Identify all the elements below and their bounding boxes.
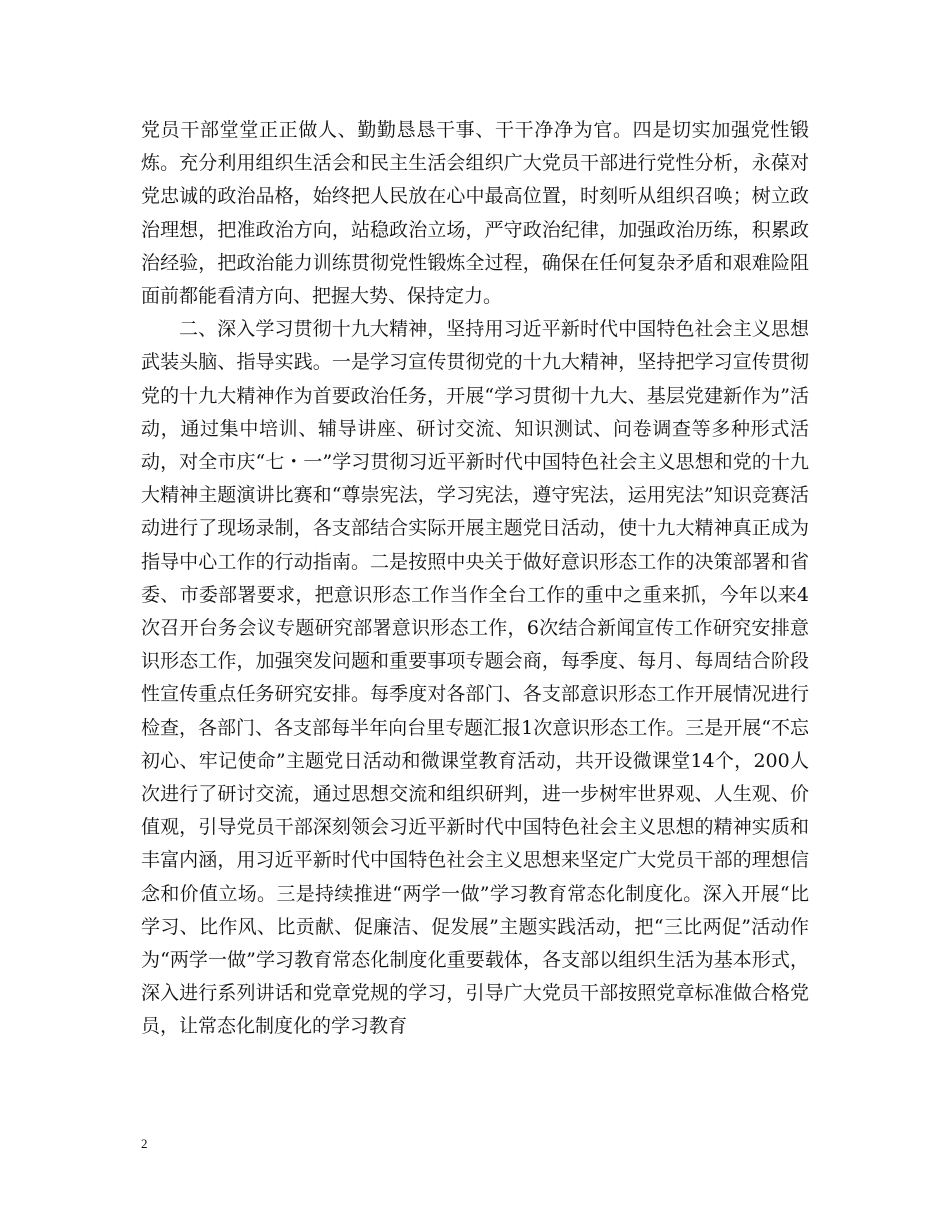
body-text [141, 114, 809, 1044]
paragraph-continuation: 党员干部堂堂正正做人、勤勤恳恳干事、干干净净为官。四是切实加强党性锻炼。充分利用组织生活会和民主生活会组织广大党员干部进行党性分析，永葆对党忠诚的政治品格，始终把人民放在心中最高位置，时刻听从组织召唤；树立政治理想，把准政治方向，站稳政治立场，严守政治纪律，加强政治历练，积累政治经验，把政治能力训练贯彻党性锻炼全过程，确保在任何复杂矛盾和艰难险阻面前都能看清方向、把握大势、保持定力。 [141, 119, 809, 308]
paragraph-section-two: 二、深入学习贯彻十九大精神，坚持用习近平新时代中国特色社会主义思想武装头脑、指导实践。一是学习宣传贯彻党的十九大精神，坚持把学习宣传贯彻党的十九大精神作为首要政治任务，开展“学习贯彻十九大、基层党建新作为”活动，通过集中培训、辅导讲座、研讨交流、知识测试、问卷调查等多种形式活动，对全市庆“七・一”学习贯彻习近平新时代中国特色社会主义思想和党的十九大精神主题演讲比赛和“尊崇宪法，学习宪法，遵守宪法，运用宪法”知识竞赛活动进行了现场录制，各支部结合实际开展主题党日活动，使十九大精神真正成为指导中心工作的行动指南。二是按照中央关于做好意识形态工作的决策部署和省委、市委部署要求，把意识形态工作当作全台工作的重中之重来抓，今年以来4次召开台务会议专题研究部署意识形态工作，6次结合新闻宣传工作研究安排意识形态工作，加强突发问题和重要事项专题会商，每季度、每月、每周结合阶段性宣传重点任务研究安排。每季度对各部门、各支部意识形态工作开展情况进行检查，各部门、各支部每半年向台里专题汇报1次意识形态工作。三是开展“不忘初心、牢记使命”主题党日活动和微课堂教育活动，共开设微课堂14个，200人次进行了研讨交流，通过思想交流和组织研判，进一步树牢世界观、人生观、价值观，引导党员干部深刻领会习近平新时代中国特色社会主义思想的精神实质和丰富内涵，用习近平新时代中国特色社会主义思想来坚定广大党员干部的理想信念和价值立场。三是持续推进“两学一做”学习教育常态化制度化。深入开展“比学习、比作风、比贡献、促廉洁、促发展”主题实践活动，把“三比两促”活动作为“两学一做”学习教育常态化制度化重要载体，各支部以组织生活为基本形式，深入进行系列讲话和党章党规的学习，引导广大党员干部按照党章标准做合格党员，让常态化制度化的学习教育 [141, 318, 809, 1038]
page-number: 2 [141, 1136, 148, 1151]
